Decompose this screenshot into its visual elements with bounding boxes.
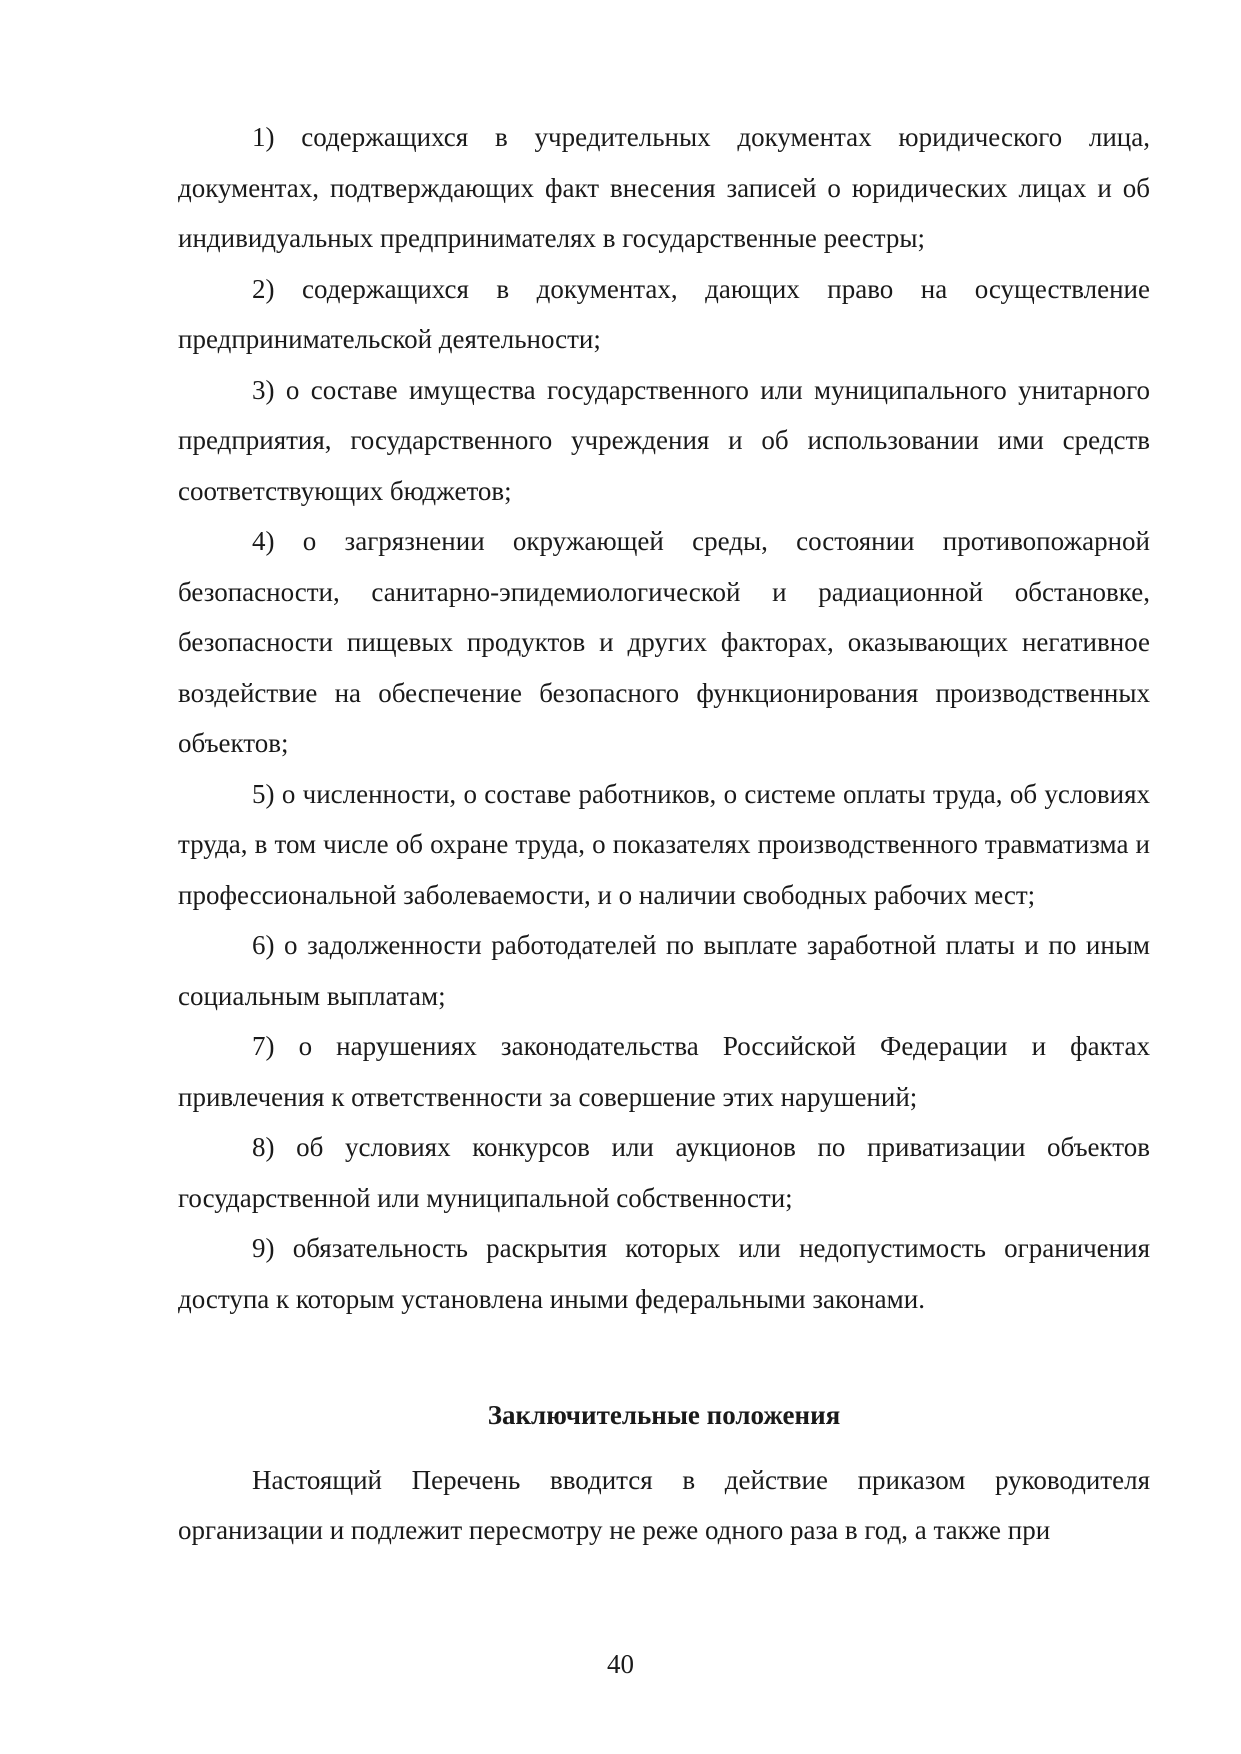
list-item-5: 5) о численности, о составе работников, о системе оплаты труда, об условиях труда, в том числе об охране труда, о показателях производственного травматизма и профессиональной заболеваемости, и о наличии свободных рабочих мест; bbox=[178, 778, 1150, 910]
list-item-9: 9) обязательность раскрытия которых или недопустимость ограничения доступа к которым установлена иными федеральными законами. bbox=[178, 1233, 1150, 1314]
section-heading: Заключительные положения bbox=[487, 1400, 841, 1430]
list-item-1: 1) содержащихся в учредительных документах юридического лица, документах, подтверждающих факт внесения записей о юридических лицах и об индивидуальных предпринимателях в государственные реестры; bbox=[178, 122, 1150, 253]
list-item-3: 3) о составе имущества государственного или муниципального унитарного предприятия, государственного учреждения и об использовании ими средств соответствующих бюджетов; bbox=[178, 374, 1150, 506]
list-item-7: 7) о нарушениях законодательства Российской Федерации и фактах привлечения к ответственности за совершение этих нарушений; bbox=[178, 1031, 1150, 1112]
section-spacer bbox=[178, 1324, 1150, 1390]
list-item-8: 8) об условиях конкурсов или аукционов по приватизации объектов государственной или муниципальной собственности; bbox=[178, 1132, 1150, 1213]
section-paragraph: Настоящий Перечень вводится в действие приказом руководителя организации и подлежит пересмотру не реже одного раза в год, а также при bbox=[178, 1464, 1150, 1545]
list-item-6: 6) о задолженности работодателей по выплате заработной платы и по иным социальным выплатам; bbox=[178, 930, 1150, 1011]
page-number: 40 bbox=[607, 1649, 634, 1679]
page-content bbox=[178, 112, 1150, 1556]
list-item-2: 2) содержащихся в документах, дающих право на осуществление предпринимательской деятельности; bbox=[178, 273, 1150, 354]
list-item-4: 4) о загрязнении окружающей среды, состоянии противопожарной безопасности, санитарно-эпидемиологической и радиационной обстановке, безопасности пищевых продуктов и других факторах, оказывающих негативное воздействие на обеспечение безопасного функционирования производственных объектов; bbox=[178, 526, 1150, 758]
